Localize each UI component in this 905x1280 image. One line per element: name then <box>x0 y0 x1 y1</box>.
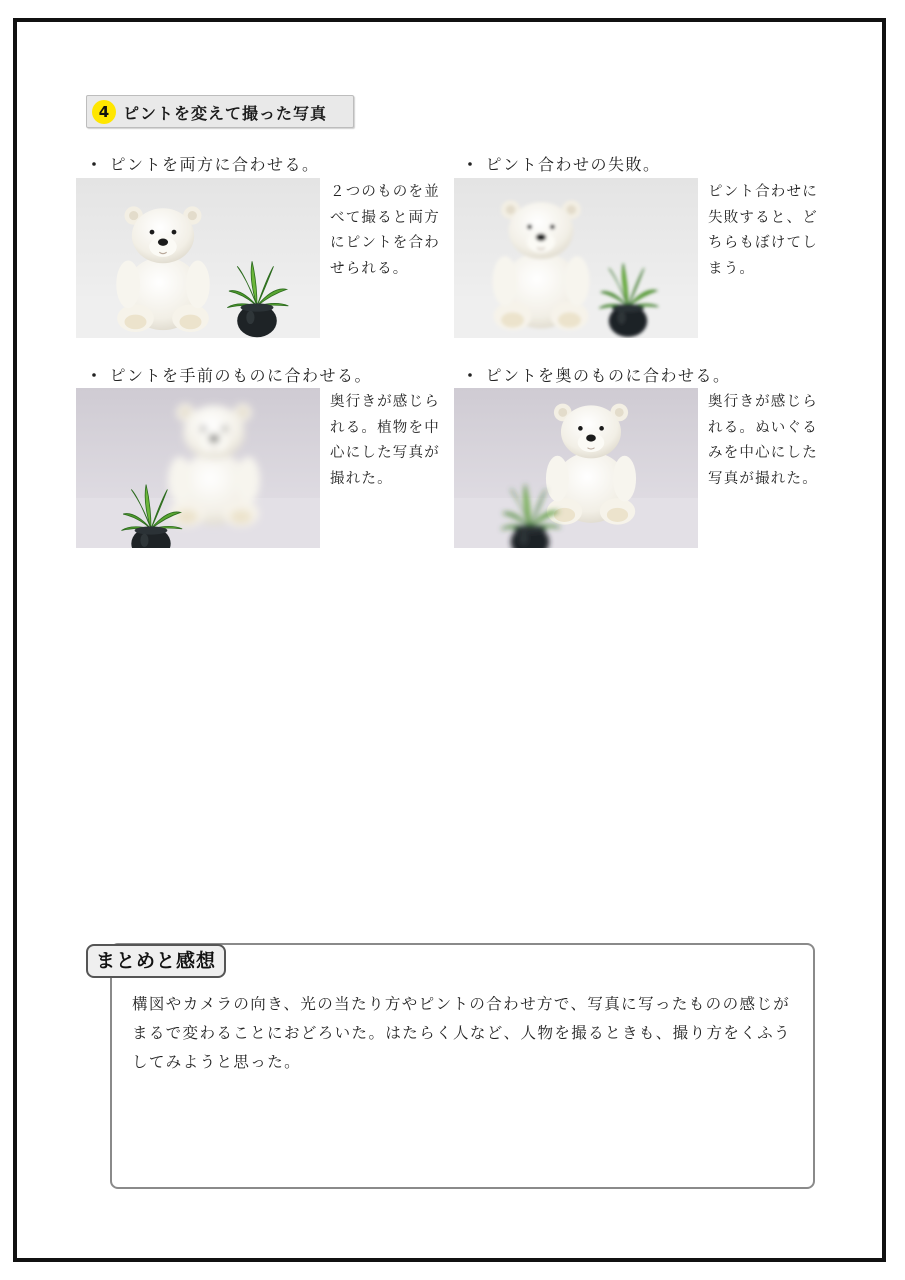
bullet: ・ <box>86 155 104 174</box>
photo-both-in-focus <box>76 178 320 338</box>
summary-text: 構図やカメラの向き、光の当たり方やピントの合わせ方で、写真に写ったものの感じがまるで変わることにおどろいた。はたらく人など、人物を撮るときも、撮り方をくふうしてみようと思った。 <box>132 995 791 1071</box>
photo-description-3: 奥行きが感じられる。植物を中心にした写真が撮れた。 <box>330 394 440 487</box>
section-heading <box>86 95 354 128</box>
section-title: ピントを変えて撮った写真 <box>123 104 328 123</box>
photo-description-4: 奥行きが感じられる。ぬいぐるみを中心にした写真が撮れた。 <box>708 394 818 487</box>
photo-front-in-focus <box>76 388 320 548</box>
photo-caption-3 <box>86 363 372 386</box>
photo-both-blurred <box>454 178 698 338</box>
bullet: ・ <box>462 366 480 385</box>
caption-text: ピント合わせの失敗。 <box>485 155 661 174</box>
caption-text: ピントを手前のものに合わせる。 <box>109 366 373 385</box>
bullet: ・ <box>86 366 104 385</box>
photo-back-in-focus <box>454 388 698 548</box>
section-number-badge: 4 <box>92 100 116 124</box>
photo-caption-4 <box>462 363 731 386</box>
summary-title: まとめと感想 <box>86 944 226 978</box>
caption-text: ピントを両方に合わせる。 <box>109 155 320 174</box>
photo-description-1: ２つのものを並べて撮ると両方にピントを合わせられる。 <box>330 184 440 277</box>
photo-caption-1 <box>86 152 320 175</box>
caption-text: ピントを奥のものに合わせる。 <box>485 366 731 385</box>
photo-description-2: ピント合わせに失敗すると、どちらもぼけてしまう。 <box>708 184 818 277</box>
bullet: ・ <box>462 155 480 174</box>
photo-caption-2 <box>462 152 661 175</box>
